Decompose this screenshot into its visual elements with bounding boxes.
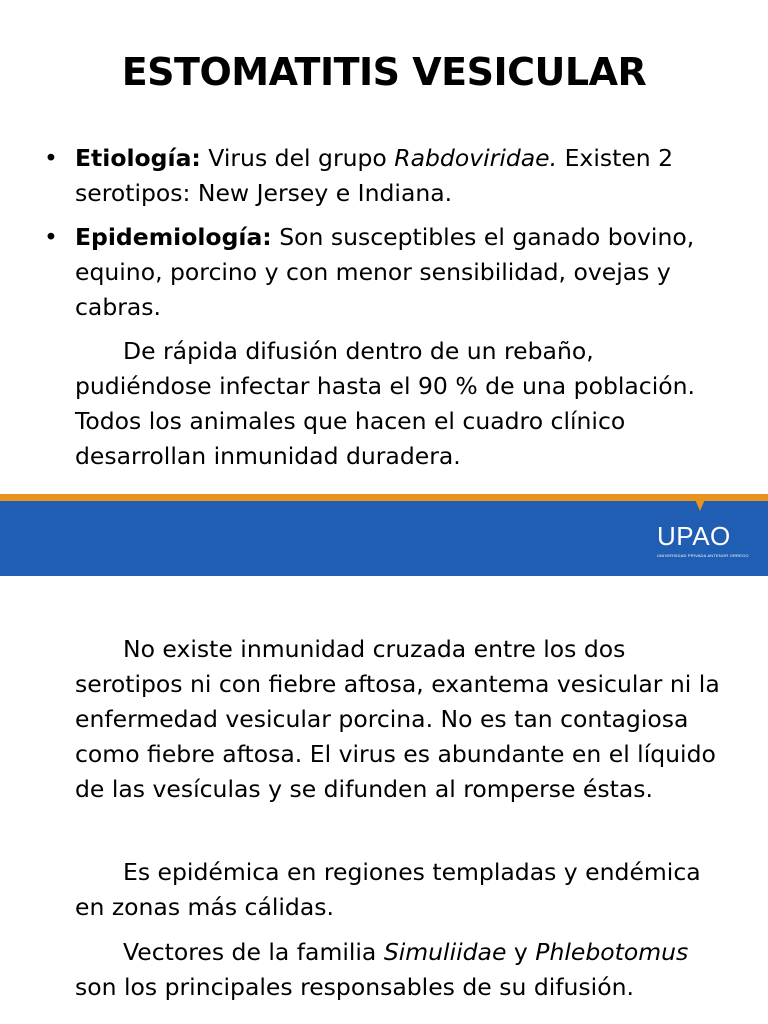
paragraph-vectores: [75, 935, 735, 1005]
slide-title: ESTOMATITIS VESICULAR: [121, 50, 647, 94]
bullet-text: Virus del grupo: [200, 144, 395, 172]
paragraph-text: Es epidémica en regiones templadas y endémica en zonas más cálidas.: [75, 858, 701, 921]
footer-blue-band: [0, 501, 768, 576]
bullet-dot-icon: •: [44, 223, 58, 251]
bullet-label: Etiología:: [75, 144, 201, 172]
bullet-epidemiologia: [44, 220, 743, 325]
bullet-dot-icon: •: [44, 144, 58, 172]
bullet-text: Son susceptibles el ganado bovino, equino, porcino y con menor sensibilidad, ovejas y cabras.: [75, 223, 695, 321]
paragraph-difusion: [75, 334, 735, 474]
paragraph-text: No existe inmunidad cruzada entre los dos serotipos ni con fiebre aftosa, exantema vesicular ni la enfermedad vesicular porcina. No es tan contagiosa como fiebre aftosa. El virus es abundante en el líquido de las vesículas y se difunden al romperse éstas.: [75, 635, 720, 803]
paragraph-text: son los principales responsables de su difusión.: [75, 973, 634, 1001]
logo-text: UPAO: [657, 521, 731, 551]
paragraph-inmunidad: [75, 632, 735, 807]
logo-subtext: UNIVERSIDAD PRIVADA ANTENOR ORREGO: [657, 553, 749, 558]
paragraph-italic-text: Phlebotomus: [535, 938, 689, 966]
bullet-label: Epidemiología:: [75, 223, 272, 251]
paragraph-italic-text: Simuliidae: [383, 938, 507, 966]
upao-logo: [654, 497, 758, 567]
bullet-italic-text: Rabdoviridae.: [394, 144, 558, 172]
bullet-etiologia: [44, 141, 743, 211]
footer-orange-stripe: [0, 494, 768, 501]
paragraph-text: De rápida difusión dentro de un rebaño, pudiéndose infectar hasta el 90 % de una población. Todos los animales que hacen el cuadro clínico desarrollan inmunidad duradera.: [75, 337, 695, 470]
paragraph-epidemica: [75, 855, 735, 925]
logo-mark-icon: [694, 497, 706, 515]
paragraph-text: Vectores de la familia: [123, 938, 384, 966]
bullet-text: Existen 2 serotipos: New Jersey e Indiana.: [75, 144, 674, 207]
paragraph-text: y: [506, 938, 536, 966]
